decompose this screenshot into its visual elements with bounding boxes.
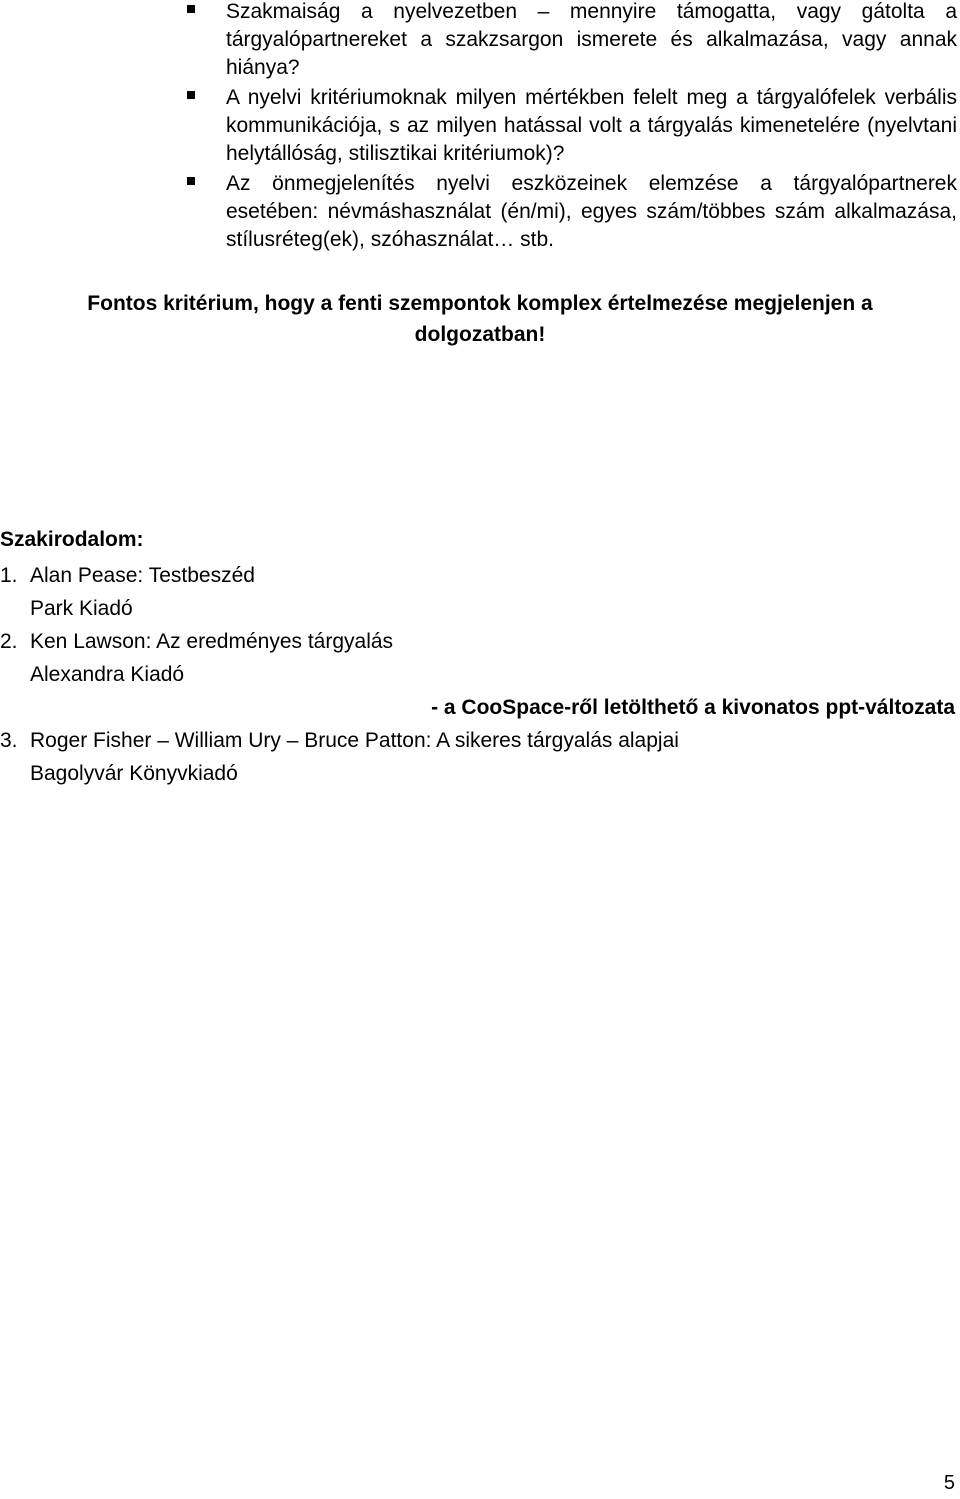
reference-number: 3. [0,729,18,752]
reference-title: Ken Lawson: Az eredményes tárgyalás [30,630,394,653]
reference-publisher: Bagolyvár Könyvkiadó [30,762,238,785]
square-bullet-icon [187,5,195,13]
reference-number: 1. [0,564,18,587]
reference-publisher: Alexandra Kiadó [30,663,185,686]
reference-note: - a CooSpace-ről letölthető a kivonatos ppt-változata [431,696,955,719]
bullet-text: A nyelvi kritériumoknak milyen mértékben felelt meg a tárgyalófelek verbális kommunikációja, s az milyen hatással volt a tárgyalás kimenetelére (nyelvtani helytállóság, stilisztikai kritériumok)? [226,86,957,165]
references-heading: Szakirodalom: [0,528,144,551]
bullet-text: Az önmegjelenítés nyelvi eszközeinek elemzése a tárgyalópartnerek esetében: névmáshasználat (én/mi), egyes szám/többes szám alkalmazása, stílusréteg(ek), szóhasználat… stb. [226,172,957,251]
reference-title: Roger Fisher – William Ury – Bruce Patton: A sikeres tárgyalás alapjai [30,729,679,752]
square-bullet-icon [187,91,195,99]
bullet-text: Szakmaiság a nyelvezetben – mennyire támogatta, vagy gátolta a tárgyalópartnereket a szakzsargon ismerete és alkalmazása, vagy annak hiánya? [226,0,957,79]
page-number: 5 [943,1472,955,1494]
square-bullet-icon [187,177,195,185]
reference-number: 2. [0,630,18,653]
reference-publisher: Park Kiadó [30,597,133,620]
emphasis-note: Fontos kritérium, hogy a fenti szempontok komplex értelmezése megjelenjen a dolgozatban! [87,292,873,346]
reference-title: Alan Pease: Testbeszéd [30,564,255,587]
